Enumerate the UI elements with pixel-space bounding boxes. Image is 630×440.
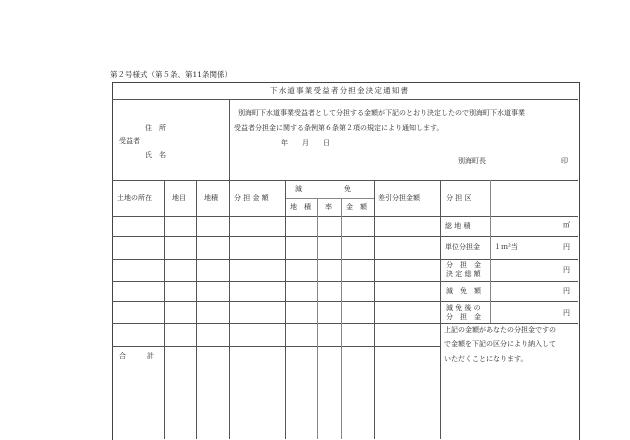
notice-text-line1: 別海町下水道事業受益者として分担する金額が下記のとおり決定したので別海町下水道事業 [238, 109, 525, 117]
summary-reduction-unit: 円 [563, 287, 570, 295]
summary-after-reduction-label-1: 減 免 後 の [446, 304, 481, 312]
header-area: 地積 [204, 194, 218, 202]
col-divider-9 [490, 180, 491, 323]
summary-after-reduction-unit: 円 [563, 309, 570, 317]
row-rule-4 [112, 281, 578, 282]
col-divider-1 [164, 180, 165, 439]
form-title: 下水道事業受益者分担金決定通知書 [270, 86, 410, 95]
footnote-line-1: 上記の金額があなたの分担金ですの [444, 326, 556, 334]
summary-reduction-label: 減 免 額 [446, 287, 481, 295]
header-reduction-rate: 率 [325, 203, 332, 211]
summary-determined-unit: 円 [563, 266, 570, 274]
notice-text-line2: 受益者分担金に関する条例第６条第２項の規定により通知します。 [234, 124, 444, 132]
header-land-category: 地目 [172, 194, 186, 202]
form-frame [112, 82, 580, 440]
summary-unit-charge-basis: １ｍ²当 [494, 243, 518, 251]
row-rule-1 [112, 216, 578, 217]
footnote-line-3: いただくことになります。 [444, 355, 528, 363]
notice-date: 年 月 日 [281, 139, 330, 147]
col-divider-4 [285, 180, 286, 439]
summary-total-area-unit: ㎡ [563, 221, 570, 229]
col-divider-8 [440, 180, 441, 439]
header-assessment: 分 担 金 額 [234, 194, 269, 202]
footnote-line-2: で金額を下記の区分により納入して [444, 340, 556, 348]
row-rule-3 [112, 259, 578, 260]
header-net-amount: 差引分担金額 [378, 194, 420, 202]
summary-total-area-label: 総 地 積 [445, 222, 471, 230]
summary-unit-charge-unit: 円 [563, 243, 570, 251]
seal-mark: 印 [561, 157, 568, 165]
col-divider-2 [196, 180, 197, 439]
row-rule-6 [112, 323, 578, 324]
title-rule [112, 99, 578, 100]
row-rule-2 [112, 236, 578, 237]
header-reduction-amount: 金 額 [346, 203, 367, 211]
beneficiary-label: 受益者 [119, 137, 140, 145]
row-rule-5 [112, 301, 578, 302]
header-installment: 分 担 区 [446, 194, 472, 202]
header-reduction: 減 免 [295, 185, 351, 193]
address-divider [229, 99, 230, 180]
col-divider-6 [341, 198, 342, 439]
header-rule [112, 180, 578, 181]
summary-after-reduction-label-2: 分 担 金 [446, 313, 481, 321]
col-divider-3 [229, 180, 230, 439]
summary-unit-charge-label: 単位分担金 [445, 243, 480, 251]
reduction-sub-rule [285, 198, 374, 199]
summary-determined-label-2: 決 定 総 額 [446, 270, 481, 278]
issuer-name: 別海町長 [458, 157, 486, 165]
header-reduction-area: 地 積 [290, 203, 311, 211]
summary-determined-label-1: 分 担 金 [446, 261, 481, 269]
row-rule-7 [112, 346, 440, 347]
col-divider-5 [317, 198, 318, 439]
name-label: 氏 名 [145, 151, 166, 159]
form-number: 第２号様式（第５条、第11条関係） [110, 70, 233, 79]
col-divider-7 [374, 180, 375, 439]
total-label: 合 計 [119, 352, 154, 360]
address-label: 住 所 [145, 124, 166, 132]
header-location: 土地の所在 [117, 194, 152, 202]
